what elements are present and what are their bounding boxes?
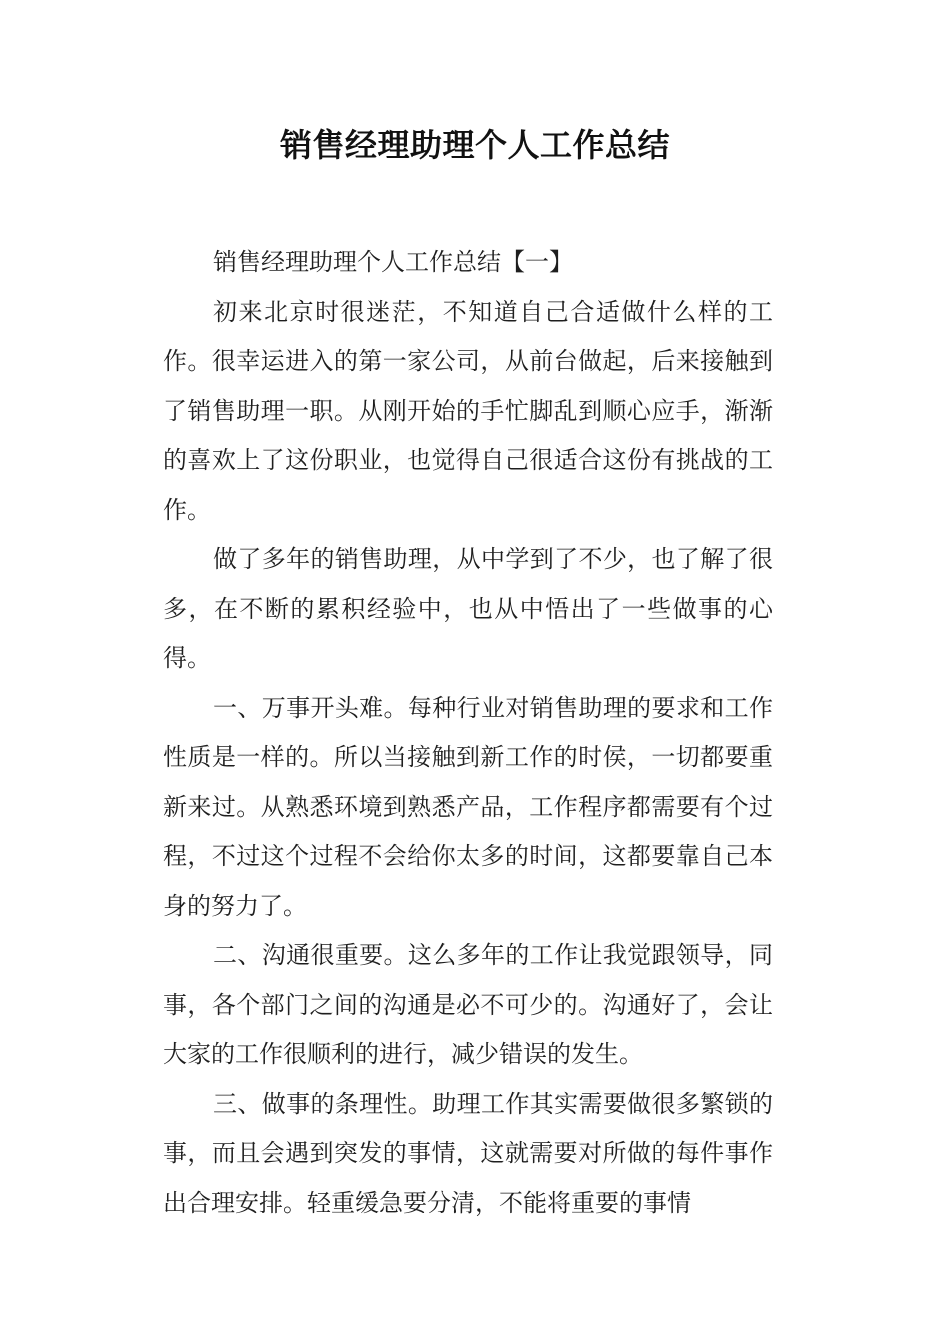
paragraph: 一、万事开头难。每种行业对销售助理的要求和工作性质是一样的。所以当接触到新工作的时侯，一切都要重新来过。从熟悉环境到熟悉产品，工作程序都需要有个过程，不过这个过程不会给你太多的时间，这都要靠自己本身的努力了。 — [163, 693, 773, 920]
paragraph: 三、做事的条理性。助理工作其实需要做很多繁锁的事，而且会遇到突发的事情，这就需要对所做的每件事作出合理安排。轻重缓急要分清，不能将重要的事情 — [163, 1089, 773, 1217]
section-heading: 销售经理助理个人工作总结【一】 — [213, 248, 573, 276]
paragraph: 做了多年的销售助理，从中学到了不少，也了解了很多，在不断的累积经验中，也从中悟出了一些做事的心得。 — [163, 545, 773, 672]
document-body — [163, 238, 773, 1228]
paragraph: 初来北京时很迷茫，不知道自己合适做什么样的工作。很幸运进入的第一家公司，从前台做起，后来接触到了销售助理一职。从刚开始的手忙脚乱到顺心应手，渐渐的喜欢上了这份职业，也觉得自己很适合这份有挑战的工作。 — [163, 297, 773, 524]
document-title: 销售经理助理个人工作总结 — [279, 126, 670, 164]
paragraph: 二、沟通很重要。这么多年的工作让我觉跟领导，同事，各个部门之间的沟通是必不可少的。沟通好了，会让大家的工作很顺利的进行，减少错误的发生。 — [163, 941, 773, 1068]
